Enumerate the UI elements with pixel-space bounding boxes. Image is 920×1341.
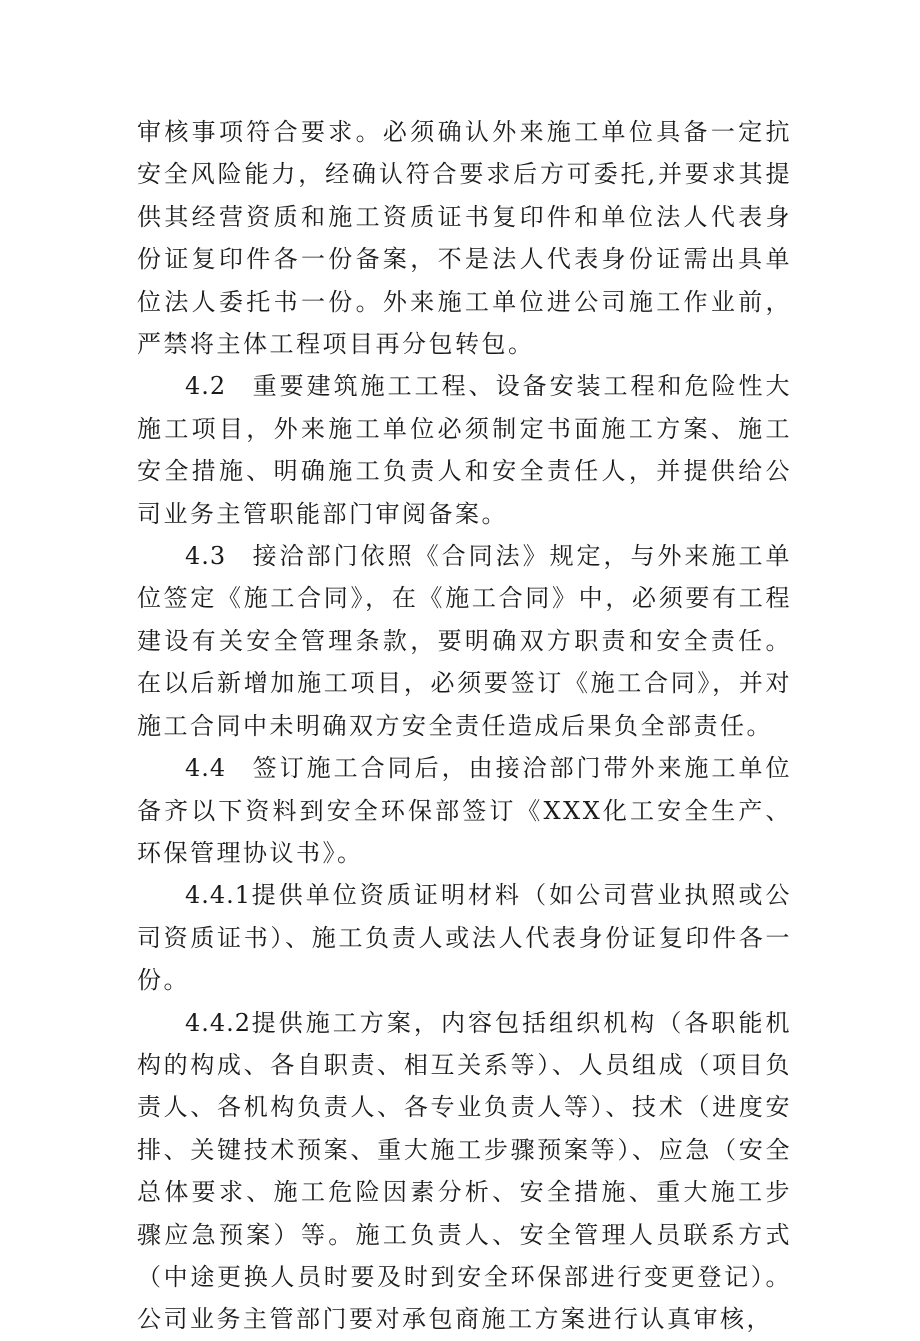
paragraph-text: 提供施工方案，内容包括组织机构（各职能机构的构成、各自职责、相互关系等）、人员组成（项目负责人、各机构负责人、各专业负责人等）、技术（进度安排、关键技术预案、重大施工步骤预案等）、应急（安全总体要求、施工危险因素分析、安全措施、重大施工步骤应急预案）等。施工负责人、安全管理人员联系方式（中途更换人员时要及时到安全环保部进行变更登记）。公司业务主管部门要对承包商施工方案进行认真审核， (137, 1008, 792, 1334)
clause-number: 4.3 (185, 542, 227, 571)
paragraph-text: 签订施工合同后，由接洽部门带外来施工单位备齐以下资料到安全环保部签订《XXX化工安全生产、环保管理协议书》。 (137, 754, 792, 867)
paragraph-4-2 (137, 365, 792, 535)
paragraph-text: 审核事项符合要求。必须确认外来施工单位具备一定抗安全风险能力，经确认符合要求后方可委托,并要求其提供其经营资质和施工资质证书复印件和单位法人代表身份证复印件各一份备案，不是法人代表身份证需出具单位法人委托书一份。外来施工单位进公司施工作业前，严禁将主体工程项目再分包转包。 (137, 118, 792, 359)
paragraph-4-4-2 (137, 1002, 792, 1341)
clause-number: 4.4.2 (185, 1008, 252, 1037)
paragraph-text: 提供单位资质证明材料（如公司营业执照或公司资质证书）、施工负责人或法人代表身份证复印件各一份。 (137, 881, 792, 995)
paragraph-4-4-1 (137, 874, 792, 1001)
clause-number: 4.4 (185, 754, 227, 783)
paragraph-text: 接洽部门依照《合同法》规定，与外来施工单位签定《施工合同》，在《施工合同》中，必须要有工程建设有关安全管理条款，要明确双方职责和安全责任。在以后新增加施工项目，必须要签订《施工合同》，并对施工合同中未明确双方安全责任造成后果负全部责任。 (137, 542, 792, 740)
paragraph-text: 重要建筑施工工程、设备安装工程和危险性大施工项目，外来施工单位必须制定书面施工方案、施工安全措施、明确施工负责人和安全责任人，并提供给公司业务主管职能部门审阅备案。 (137, 372, 792, 528)
clause-number: 4.4.1 (185, 881, 252, 910)
paragraph-4-4 (137, 747, 792, 874)
paragraph-4-3 (137, 535, 792, 747)
clause-number: 4.2 (185, 372, 227, 401)
document-body (137, 111, 792, 1341)
paragraph-continuation (137, 111, 792, 365)
